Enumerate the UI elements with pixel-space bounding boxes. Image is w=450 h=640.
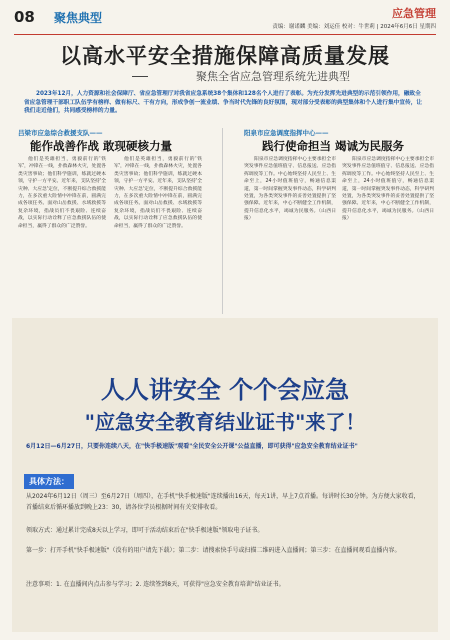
step-4: 注意事项：1. 在直播间内点击参与学习；2. 连续签到8天，可获得"应急安全教育培训"结业证书。 [26,581,285,588]
brand-label: 应急管理 [392,7,436,20]
step-3: 第一步：打开手机"快手极速版"（没有的用户请先下载）；第二步：请搜索快手号或扫描二维码进入直播间；第三步：在直播间观看直播内容。 [26,547,401,554]
article-1-title: 能作战善作战 敢现硬核力量 [30,139,173,153]
poster-line-1: 人人讲安全 个个会应急 [100,375,350,404]
poster-invite: 6月12日—6月27日，只要你连续八天，在"快手极速版"观看"全民安全公开课"公益直播，即可获得"应急安全教育结业证书" [26,443,358,450]
article-2-title: 践行使命担当 竭诚为民服务 [262,139,405,153]
article-2-kicker: 阳泉市应急调度指挥中心—— [244,129,329,137]
poster-line-2: "应急安全教育结业证书"来了！ [84,410,366,434]
subtitle-dash [132,76,148,77]
article-2-col-2: 阳泉市应急调度指挥中心主要承担全市突发事件应急值班值守、信息报送、应急指挥调度等工作。中心始终坚持人民至上、生命至上，24小时值班值守，畅通信息渠道，第一时间掌握突发事件动态，科学研判处置，为各类突发事件的妥善处置提供了坚强保障。近年来，中心不断健全工作机制，提升信息化水平，竭诚为民服务。（山西日报） [342,157,434,222]
page-title: 以高水平安全措施保障高质量发展 [60,43,390,68]
page-header [0,0,450,36]
method-tag: 具体方法： [24,474,74,489]
article-1-col-1: 他们是英雄担当，勇毅前行的'铁军'，冲锋在一线，扑救森林火灾，处置各类灾害事故；他们科学施训，练就过硬本领，守护一方平安。近年来，支队坚持'全灾种、大应急'定位，不断提升综合救援能力，在多次重大险情中冲锋在前，圆满完成各项任务。面对山岳救援、水域救援等复杂环境，指战员们不畏艰险、连续奋战，以实际行动诠释了应急救援队伍的使命担当，赢得了群众的广泛赞誉。 [18,157,106,229]
certificate-poster [12,318,438,632]
article-2-col-1: 阳泉市应急调度指挥中心主要承担全市突发事件应急值班值守、信息报送、应急指挥调度等工作。中心始终坚持人民至上、生命至上，24小时值班值守，畅通信息渠道，第一时间掌握突发事件动态，科学研判处置，为各类突发事件的妥善处置提供了坚强保障。近年来，中心不断健全工作机制，提升信息化水平，竭诚为民服务。（山西日报） [244,157,336,222]
section-title: 聚焦典型 [54,11,103,25]
article-1-col-2: 他们是英雄担当，勇毅前行的'铁军'，冲锋在一线，扑救森林火灾，处置各类灾害事故；他们科学施训，练就过硬本领，守护一方平安。近年来，支队坚持'全灾种、大应急'定位，不断提升综合救援能力，在多次重大险情中冲锋在前，圆满完成各项任务。面对山岳救援、水域救援等复杂环境，指战员们不畏艰险、连续奋战，以实际行动诠释了应急救援队伍的使命担当，赢得了群众的广泛赞誉。 [114,157,202,229]
step-1: 从2024年6月12日（周三）至6月27日（周四），在手机"快手极速版"连续播出16天，每天1讲，早上7点首播。每讲时长30分钟。为方便大家收看，首播结束后循环播放到晚上23：30，请各位学员根据时间有关安排收看。 [26,493,420,511]
header-rule [14,34,436,35]
lead-paragraph: 2023年12月，人力资源和社会保障厅、省应急管理厅对我省应急系统38个集体和128名个人进行了表彰。为充分发挥先进典型的示范引领作用，融致全省应急管理干部职工队伍学有榜样、做有标尺、干有方向，形成争创一流业绩、争当时代先锋的良好氛围，现对部分受表彰的典型集体和个人进行集中宣传，让我们走近他们，共同感受榜样的力量。 [24,91,423,115]
column-divider [222,128,223,314]
page-meta: 责编：谢诺麟 美编：刘运佳 校对：牛世莉 | 2024年6月6日 星期四 [272,24,436,30]
page-number: 08 [14,8,35,26]
step-2: 领取方式：通过累计完成8天以上学习，即可于活动结束后在"快手极速版"领取电子证书。 [26,527,264,534]
page-subtitle: 聚焦全省应急管理系统先进典型 [196,70,350,83]
article-1-kicker: 吕梁市应急综合救援支队—— [18,129,103,137]
